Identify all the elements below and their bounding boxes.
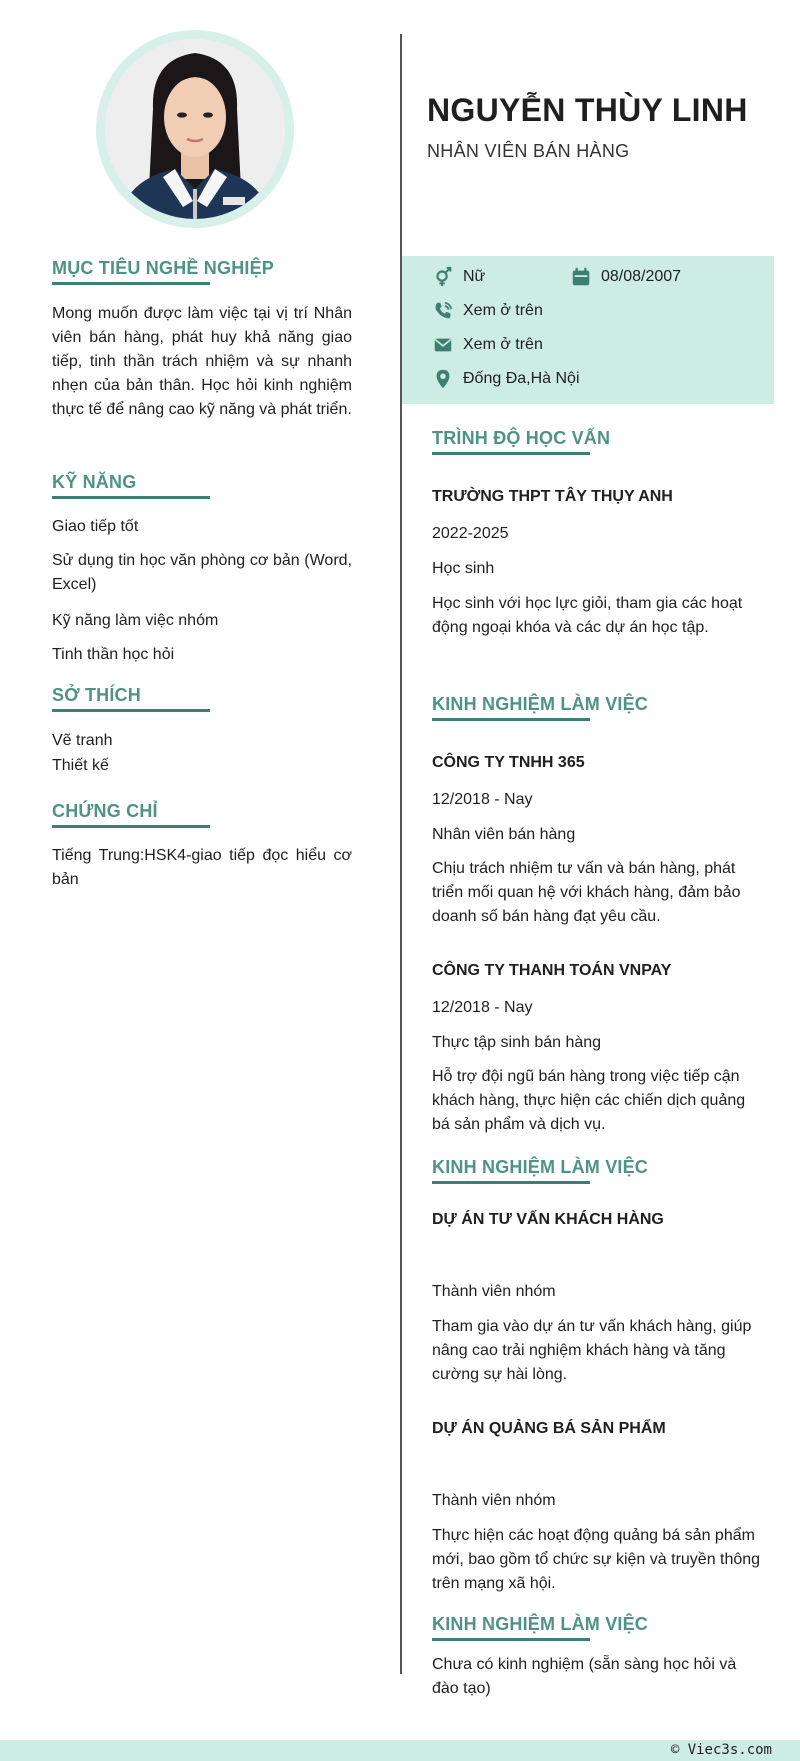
other-text: Chưa có kinh nghiệm (sẵn sàng học hỏi và đào tạo) xyxy=(432,1656,737,1697)
certificates-title: CHỨNG CHỈ xyxy=(52,801,158,821)
project-description: Thực hiện các hoạt động quảng bá sản phẩm mới, bao gồm tổ chức sự kiện và truyền thông trên mạng xã hội. xyxy=(432,1527,761,1592)
job-company: CÔNG TY THANH TOÁN VNPAY xyxy=(432,962,672,979)
education-underline xyxy=(432,452,590,455)
footer-bar xyxy=(0,1740,800,1761)
job-position: Nhân viên bán hàng xyxy=(432,826,576,843)
skill-item: Tinh thần học hỏi xyxy=(52,646,175,663)
experience-title: KINH NGHIỆM LÀM VIỆC xyxy=(432,694,649,714)
hobbies-underline xyxy=(52,709,210,712)
other-underline xyxy=(432,1638,590,1641)
email-icon xyxy=(432,334,454,356)
school-name: TRƯỜNG THPT TÂY THỤY ANH xyxy=(432,488,673,505)
location-pin-icon xyxy=(432,368,454,390)
candidate-role: NHÂN VIÊN BÁN HÀNG xyxy=(427,141,630,161)
avatar xyxy=(96,30,294,228)
objective-underline xyxy=(52,282,210,285)
projects-underline xyxy=(432,1181,590,1184)
job-position: Thực tập sinh bán hàng xyxy=(432,1034,602,1051)
phone-value: Xem ở trên xyxy=(463,302,543,319)
hobbies-title: SỞ THÍCH xyxy=(52,685,141,705)
candidate-name: NGUYỄN THÙY LINH xyxy=(427,92,748,128)
gender-value: Nữ xyxy=(463,268,486,285)
profile-photo xyxy=(105,39,285,219)
project-name: DỰ ÁN TƯ VẤN KHÁCH HÀNG xyxy=(432,1211,664,1228)
job-description: Chịu trách nhiệm tư vấn và bán hàng, phát triển mối quan hệ với khách hàng, đảm bảo doanh số bán hàng đạt yêu cầu. xyxy=(432,860,741,925)
email-value: Xem ở trên xyxy=(463,336,543,353)
experience-underline xyxy=(432,718,590,721)
skill-item: Giao tiếp tốt xyxy=(52,518,139,535)
job-period: 12/2018 - Nay xyxy=(432,791,533,808)
project-name: DỰ ÁN QUẢNG BÁ SẢN PHẨM xyxy=(432,1420,666,1437)
hobby-item: Thiết kế xyxy=(52,757,109,774)
projects-title: KINH NGHIỆM LÀM VIỆC xyxy=(432,1157,649,1177)
job-description: Hỗ trợ đội ngũ bán hàng trong việc tiếp cận khách hàng, thực hiện các chiến dịch quảng bá sản phẩm và dịch vụ. xyxy=(432,1068,746,1133)
address-value: Đống Đa,Hà Nội xyxy=(463,370,580,387)
job-period: 12/2018 - Nay xyxy=(432,999,533,1016)
certificate-text: Tiếng Trung:HSK4-giao tiếp đọc hiểu cơ bản xyxy=(52,847,352,888)
objective-text: Mong muốn được làm việc tại vị trí Nhân viên bán hàng, phát huy khả năng giao tiếp, tinh thần trách nhiệm và sự nhanh nhẹn của bản thân. Học hỏi kinh nghiệm thực tế để nâng cao kỹ năng và phát triển. xyxy=(52,305,352,418)
skills-title: KỸ NĂNG xyxy=(52,472,137,492)
education-title: TRÌNH ĐỘ HỌC VẤN xyxy=(432,428,611,448)
calendar-icon xyxy=(570,266,592,288)
dob-value: 08/08/2007 xyxy=(601,268,682,285)
job-company: CÔNG TY TNHH 365 xyxy=(432,754,585,771)
education-period: 2022-2025 xyxy=(432,525,509,542)
other-title: KINH NGHIỆM LÀM VIỆC xyxy=(432,1614,649,1634)
gender-row xyxy=(432,266,485,288)
phone-icon xyxy=(432,300,454,322)
gender-icon xyxy=(432,266,454,288)
skills-underline xyxy=(52,496,210,499)
phone-row xyxy=(432,300,543,322)
footer-credit: © Viec3s.com xyxy=(670,1742,772,1758)
objective-title: MỤC TIÊU NGHỀ NGHIỆP xyxy=(52,258,275,278)
certificates-underline xyxy=(52,825,210,828)
project-role: Thành viên nhóm xyxy=(432,1283,556,1300)
project-description: Tham gia vào dự án tư vấn khách hàng, giúp nâng cao trải nghiệm khách hàng và tăng cường sự hài lòng. xyxy=(432,1318,752,1383)
project-role: Thành viên nhóm xyxy=(432,1492,556,1509)
skill-item: Kỹ năng làm việc nhóm xyxy=(52,612,219,629)
education-description: Học sinh với học lực giỏi, tham gia các hoạt động ngoại khóa và các dự án học tập. xyxy=(432,595,743,636)
hobby-item: Vẽ tranh xyxy=(52,732,113,749)
dob-row xyxy=(570,266,681,288)
address-row xyxy=(432,368,580,390)
education-position: Học sinh xyxy=(432,560,495,577)
email-row xyxy=(432,334,543,356)
skill-item: Sử dụng tin học văn phòng cơ bản (Word, Excel) xyxy=(52,552,352,593)
